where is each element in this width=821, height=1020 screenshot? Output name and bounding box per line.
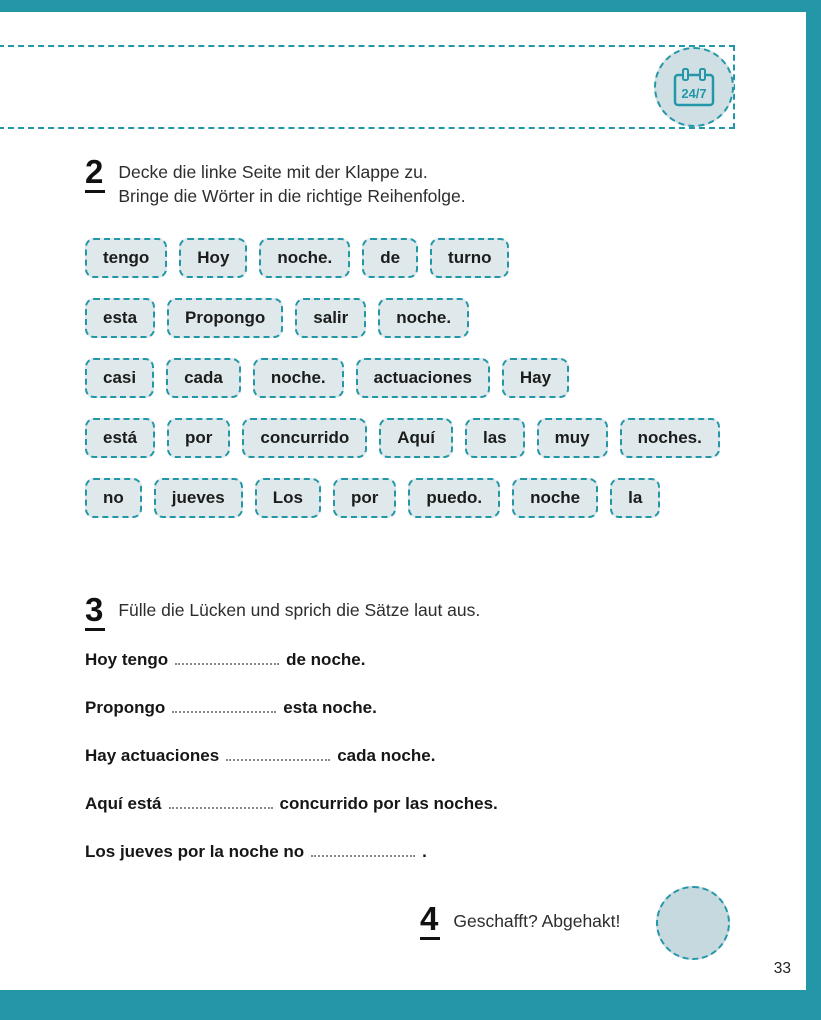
word-chip: Propongo bbox=[167, 298, 283, 338]
exercise-4-label: Geschafft? Abgehakt! bbox=[453, 911, 621, 931]
fill-in-sentence bbox=[85, 842, 498, 862]
sentence-text-after: . bbox=[422, 842, 427, 861]
instruction-line-1: Decke die linke Seite mit der Klappe zu. bbox=[118, 162, 428, 182]
fill-in-sentence bbox=[85, 698, 498, 718]
badge-label: 24/7 bbox=[681, 86, 707, 101]
fill-blank bbox=[175, 653, 279, 665]
sentence-text-before: Aquí está bbox=[85, 794, 162, 813]
fill-in-sentence bbox=[85, 794, 498, 814]
sentence-text-after: de noche. bbox=[286, 650, 366, 669]
page-border-right bbox=[806, 0, 821, 1020]
checkmark-circle bbox=[656, 886, 730, 960]
word-chip: la bbox=[610, 478, 660, 518]
word-chip: noche. bbox=[253, 358, 344, 398]
word-chip: cada bbox=[166, 358, 241, 398]
sentence-text-before: Hay actuaciones bbox=[85, 746, 220, 765]
word-chip: salir bbox=[295, 298, 366, 338]
sentence-text-before: Los jueves por la noche no bbox=[85, 842, 305, 861]
word-chip: por bbox=[167, 418, 230, 458]
word-chip: tengo bbox=[85, 238, 167, 278]
page-border-bottom bbox=[0, 990, 821, 1020]
word-chip: turno bbox=[430, 238, 509, 278]
word-chip: noche. bbox=[378, 298, 469, 338]
word-chip: por bbox=[333, 478, 396, 518]
fill-blank bbox=[172, 701, 276, 713]
fill-in-sentence bbox=[85, 746, 498, 766]
word-chip: Hoy bbox=[179, 238, 247, 278]
word-chip: concurrido bbox=[242, 418, 367, 458]
word-chip: noche. bbox=[259, 238, 350, 278]
word-chip: muy bbox=[537, 418, 608, 458]
word-chip: noche bbox=[512, 478, 598, 518]
sentence-text-after: concurrido por las noches. bbox=[279, 794, 498, 813]
word-chip: no bbox=[85, 478, 142, 518]
word-chip: casi bbox=[85, 358, 154, 398]
exercise-4-number: 4 bbox=[420, 903, 440, 940]
fill-in-sentences bbox=[85, 650, 498, 890]
word-chip: puedo. bbox=[408, 478, 500, 518]
sentence-text-before: Propongo bbox=[85, 698, 166, 717]
page-border-top bbox=[0, 0, 821, 12]
word-chip: noches. bbox=[620, 418, 720, 458]
sentence-text-after: cada noche. bbox=[337, 746, 436, 765]
word-chip: actuaciones bbox=[356, 358, 490, 398]
word-chip: está bbox=[85, 418, 155, 458]
fill-in-sentence bbox=[85, 650, 498, 670]
word-chip: Los bbox=[255, 478, 321, 518]
exercise-2-number: 2 bbox=[85, 156, 105, 193]
word-chip-rows bbox=[85, 238, 720, 538]
sentence-text-after: esta noche. bbox=[283, 698, 377, 717]
word-row bbox=[85, 418, 720, 458]
exercise-2-header bbox=[85, 153, 466, 208]
page-number: 33 bbox=[773, 960, 791, 977]
fill-blank bbox=[169, 797, 273, 809]
sentence-text-before: Hoy tengo bbox=[85, 650, 169, 669]
exercise-2-instructions bbox=[118, 156, 465, 208]
word-row bbox=[85, 358, 720, 398]
calendar-icon bbox=[671, 66, 717, 108]
instruction-line-2: Bringe die Wörter in die richtige Reihenfolge. bbox=[118, 186, 466, 206]
word-chip: Aquí bbox=[379, 418, 453, 458]
fill-blank bbox=[311, 845, 415, 857]
exercise-3-number: 3 bbox=[85, 594, 105, 631]
header-banner bbox=[0, 45, 735, 129]
exercise-3-instruction: Fülle die Lücken und sprich die Sätze laut aus. bbox=[118, 600, 481, 620]
exercise-3-header bbox=[85, 591, 481, 631]
exercise-4-header bbox=[420, 900, 621, 940]
word-chip: las bbox=[465, 418, 525, 458]
word-row bbox=[85, 478, 720, 518]
word-chip: jueves bbox=[154, 478, 243, 518]
word-chip: esta bbox=[85, 298, 155, 338]
word-chip: de bbox=[362, 238, 418, 278]
word-row bbox=[85, 238, 720, 278]
word-row bbox=[85, 298, 720, 338]
topic-badge bbox=[654, 47, 734, 127]
fill-blank bbox=[226, 749, 330, 761]
word-chip: Hay bbox=[502, 358, 569, 398]
